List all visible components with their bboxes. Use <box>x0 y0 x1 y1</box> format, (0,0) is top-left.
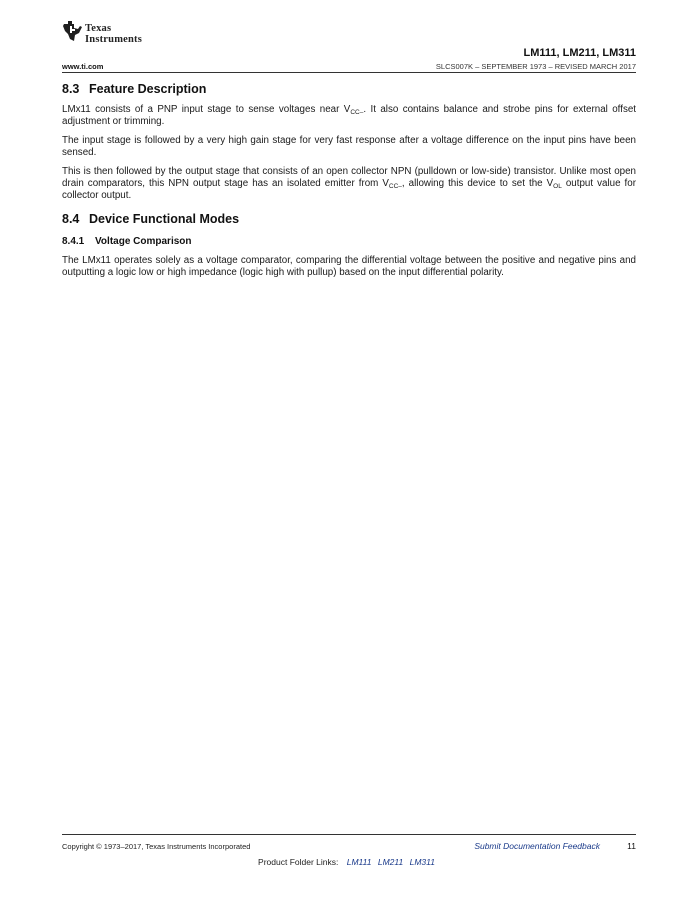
product-folder-links <box>0 857 695 867</box>
website-link[interactable]: www.ti.com <box>62 62 104 71</box>
text-run: output value for collector output. <box>62 178 636 201</box>
ti-logo-icon <box>62 20 82 42</box>
copyright-notice: Copyright © 1973–2017, Texas Instruments Incorporated <box>62 842 251 851</box>
logo-line2: Instruments <box>85 34 143 45</box>
text-run: , allowing this device to set the V <box>401 178 554 189</box>
product-link-lm311[interactable]: LM311 <box>409 857 435 867</box>
paragraph <box>62 166 636 202</box>
subsection-number: 8.4.1 <box>62 236 85 247</box>
product-folder-label: Product Folder Links: <box>258 857 339 867</box>
section-heading-device-functional-modes <box>62 212 636 226</box>
header-divider <box>62 72 636 73</box>
text-run: This is then followed by the output stage that consists of an open collector NPN (pulldown or low-side) transistor. Unlike most open drain comparators, this NPN output stage has an isolated emitter from V <box>62 166 636 189</box>
page-number: 11 <box>627 841 636 851</box>
product-link-lm211[interactable]: LM211 <box>377 857 404 867</box>
paragraph: The input stage is followed by a very high gain stage for very fast response after a voltage difference on the input pins have been sensed. <box>62 135 636 158</box>
section-title: Device Functional Modes <box>89 212 240 226</box>
text-run: LMx11 consists of a PNP input stage to sense voltages near V <box>62 104 351 115</box>
section-number: 8.3 <box>62 82 80 96</box>
subscript: CC– <box>350 109 364 116</box>
paragraph <box>62 104 636 128</box>
product-link-lm111[interactable]: LM111 <box>346 857 372 867</box>
section-number: 8.4 <box>62 212 80 226</box>
paragraph: The LMx11 operates solely as a voltage comparator, comparing the differential voltage between the positive and negative pins and outputting a logic low or high impedance (logic high with pullup) based on the input differential polarity. <box>62 255 636 278</box>
main-content <box>62 82 636 279</box>
footer-divider <box>62 834 636 835</box>
subscript: CC– <box>388 183 402 190</box>
subscript: OL <box>553 183 562 190</box>
logo-wordmark <box>85 23 142 45</box>
subsection-title: Voltage Comparison <box>95 236 192 247</box>
logo-line1: Texas <box>85 23 112 34</box>
submit-feedback-link[interactable]: Submit Documentation Feedback <box>474 841 600 851</box>
text-run: . It also contains balance and strobe pins for external offset adjustment or trimming. <box>62 104 637 127</box>
section-heading-feature-description <box>62 82 636 96</box>
ti-logo[interactable] <box>62 20 142 45</box>
subsection-heading-voltage-comparison <box>62 236 636 247</box>
doc-title: LM111, LM211, LM311 <box>523 47 636 59</box>
section-title: Feature Description <box>89 82 207 96</box>
doc-id: SLCS007K – SEPTEMBER 1973 – REVISED MARCH 2017 <box>435 62 636 71</box>
